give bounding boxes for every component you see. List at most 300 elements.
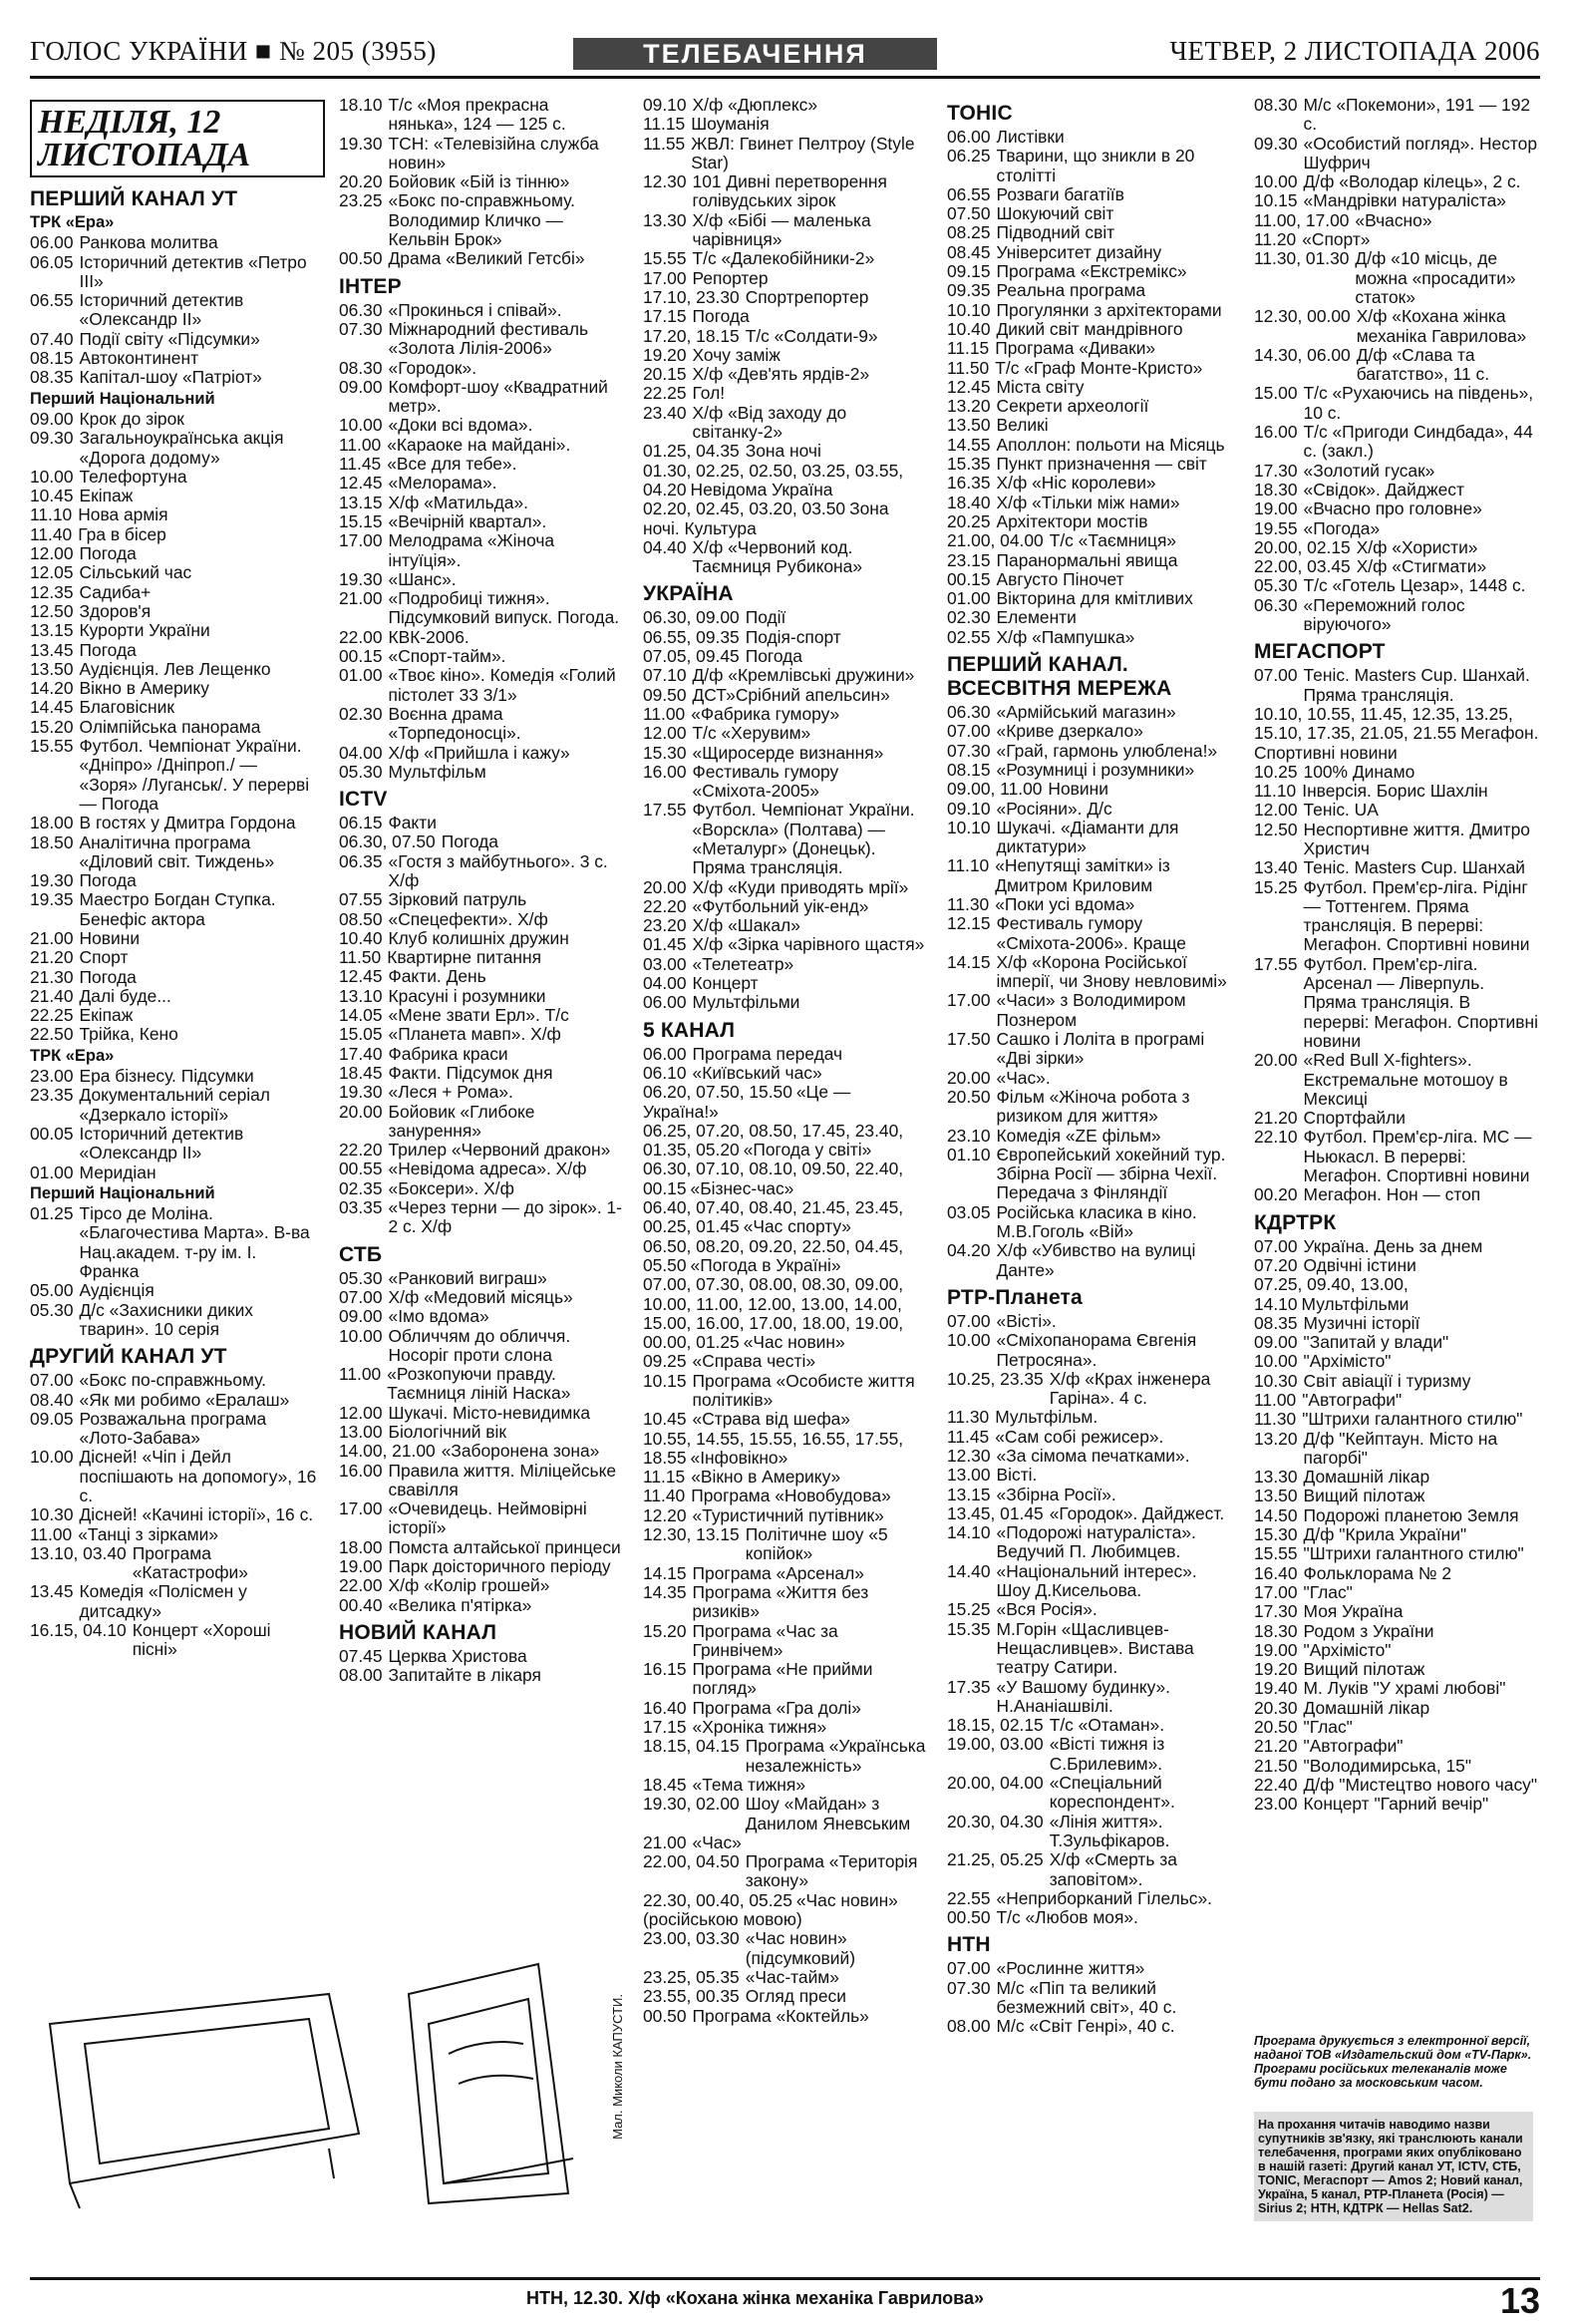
program-time: 00.50 [643,2005,687,2026]
program-entry [1254,1372,1540,1391]
program-entry [643,608,927,627]
program-title: Гра в бісер [78,523,166,544]
program-time: 07.00 [30,1370,74,1391]
program-time: 23.10 [947,1125,991,1146]
program-entry [643,115,927,134]
program-entry [643,1468,927,1487]
program-time: 00.20 [1254,1184,1298,1205]
program-title: «Через терни — до зірок». 1-2 с. Х/ф [388,1197,622,1237]
program-entry [1254,1583,1540,1602]
program-time: 01.25, 04.35 [643,441,740,462]
program-time: 18.10 [339,95,383,115]
program-time: 06.30, 07.10, 08.10, 09.50, 22.40, 00.15 [643,1159,904,1198]
program-title: «Щиросерде визнання» [692,742,884,763]
program-title: 100% Динамо [1303,761,1415,782]
program-time: 12.50 [30,600,74,621]
program-time: 19.30 [339,133,383,154]
program-title: «Городок». Дайджест. [1049,1502,1225,1523]
program-entry [1254,1699,1540,1718]
program-entry [30,621,319,640]
program-entry [643,1372,927,1411]
program-time: 23.25 [339,190,383,211]
program-title: «Час-тайм» [745,1966,839,1987]
program-time: 15.55 [643,248,687,269]
program-title: Історичний детектив «Петро III» [79,251,307,291]
program-time: 12.15 [947,913,991,934]
program-entry [947,1889,1231,1908]
program-entry [30,291,319,330]
program-time: 06.30 [1254,594,1298,615]
program-entry [643,1622,927,1661]
schedule-column-2 [339,96,623,1686]
program-title: Програма «Новобудова» [691,1486,891,1506]
program-time: 13.20 [947,396,991,417]
program-time: 20.00 [947,1067,991,1088]
program-title: «Сміхопанорама Євгенія Петросяна». [996,1330,1197,1370]
program-title: Аудієнція [79,1280,155,1301]
program-time: 17.00 [339,530,383,551]
program-time: 06.55, 09.35 [643,626,740,647]
program-entry [643,1506,927,1525]
program-time: 10.10, 10.55, 11.45, 12.35, 13.25, 15.10, 17.35, 21.05, 21.55 [1254,703,1513,744]
program-entry [1254,596,1540,635]
channel-heading: КДРТРК [1254,1210,1337,1234]
program-time: 23.35 [30,1085,74,1106]
program-title: «Як ми робимо «Ералаш» [79,1389,290,1410]
program-entry [947,128,1231,147]
program-title: «Київський час» [692,1062,822,1083]
program-entry [947,1241,1231,1280]
program-title: Ера бізнесу. Підсумки [79,1066,254,1087]
program-title: Х/ф «Матильда». [388,492,528,512]
program-title: Д/ф «Слава та багатство», 11 с. [1356,344,1490,385]
program-title: Шоуманія [691,114,770,135]
program-title: "Автографи" [1303,1736,1404,1757]
program-entry [643,384,927,403]
program-entry [339,531,623,570]
program-entry [643,288,927,307]
schedule-column-4 [947,96,1231,2037]
program-entry [1254,1487,1540,1505]
program-entry [947,512,1231,531]
program-title: Т/с «Любов моя». [996,1907,1138,1928]
program-title: Аудієнція. Лев Лещенко [79,658,271,679]
program-time: 07.00 [1254,665,1298,686]
program-time: 08.35 [30,367,74,388]
program-entry [1254,1333,1540,1352]
program-entry [339,436,623,455]
program-time: 15.00 [1254,383,1298,404]
program-title: «Шанс». [388,568,457,589]
program-time: 15.35 [947,1618,991,1639]
program-title: Х/ф «Від заходу до світанку-2» [692,402,847,443]
program-title: «Red Bull X-fighters». Екстремальне мотошоу в Мексиці [1303,1050,1508,1109]
program-entry [643,538,927,577]
program-title: Розважальна програма «Лото-Забава» [79,1408,267,1449]
program-entry [947,991,1231,1030]
program-entry [643,744,927,763]
program-title: Концерт «Хороші пісні» [132,1620,271,1660]
program-title: Україна. День за днем [1303,1235,1483,1256]
program-entry [947,301,1231,320]
program-title: Подорожі планетою Земля [1303,1504,1519,1525]
program-time: 13.45 [30,1581,74,1602]
program-title: Фабрика краси [388,1043,508,1064]
program-entry [947,1486,1231,1504]
program-time: 17.40 [339,1043,383,1064]
program-entry [339,1288,623,1307]
program-time: 17.10, 23.30 [643,286,740,307]
program-title: Д/ф «10 місць, де можна «просадити» статок» [1355,248,1516,307]
program-entry [1254,801,1540,820]
program-title: М/с «Піп та великий безмежний світ», 40 с. [996,1977,1177,2018]
program-time: 14.10 [947,1522,991,1543]
program-entry [339,763,623,782]
program-title: М. Луків "У храмі любові" [1303,1678,1506,1699]
program-time: 15.30 [1254,1524,1298,1545]
program-time: 06.25 [947,146,991,166]
program-time: 22.40 [1254,1774,1298,1795]
program-title: Програма «Територія закону» [745,1851,918,1891]
program-entry [1254,230,1540,249]
program-time: 18.30 [1254,479,1298,499]
program-title: Програма передач [692,1043,843,1064]
program-title: «Золотий гусак» [1303,460,1435,481]
program-title: КВК-2006. [388,626,470,647]
program-entry [947,722,1231,741]
program-title: «Вчасно» [1355,209,1432,230]
program-entry [339,832,623,851]
program-entry [1254,96,1540,135]
program-entry [947,856,1231,895]
program-title: Благовісник [79,697,174,718]
program-time: 23.25, 05.35 [643,1966,740,1987]
program-title: «Вісті тижня із С.Брилевим». [1049,1734,1165,1774]
program-time: 18.45 [643,1774,687,1795]
program-title: Аналітична програма «Діловий світ. Тиждень» [79,831,275,871]
program-entry [947,397,1231,416]
program-time: 07.00 [947,1958,991,1979]
program-title: Історичний детектив «Олександр II» [79,290,244,330]
program-time: 17.30 [1254,1601,1298,1622]
program-time: 10.25 [1254,761,1298,782]
program-title: «Лінія життя». Т.Зульфікаров. [1049,1811,1170,1850]
program-entry [30,1163,319,1182]
program-time: 15.05 [339,1024,383,1045]
program-entry [643,462,927,500]
program-entry [30,1301,319,1340]
program-title: Тварини, що зникли в 20 столітті [996,146,1195,185]
program-time: 09.05 [30,1408,74,1429]
program-entry [643,916,927,935]
program-time: 06.35 [339,850,383,871]
program-time: 20.00 [1254,1050,1298,1071]
tv-illustration [30,1934,628,2213]
program-title: «Сам собі режисер». [995,1426,1164,1447]
program-time: 16.00 [643,761,687,782]
program-title: Запитайте в лікаря [388,1665,541,1686]
program-title: Міста світу [996,376,1085,397]
program-entry [643,442,927,461]
channel-heading: ДРУГИЙ КАНАЛ УТ [30,1345,227,1369]
program-time: 10.55, 14.55, 15.55, 16.55, 17.55, 18.55 [643,1428,904,1468]
program-title: «Час» [692,1831,742,1852]
program-entry [643,1160,927,1198]
program-title: Події [745,607,786,628]
program-time: 10.00 [339,415,383,436]
program-title: «Вечірній квартал». [388,510,547,531]
program-entry [339,1025,623,1044]
program-title: «Вчасно про головне» [1303,498,1482,519]
program-entry [947,742,1231,761]
program-entry [339,1198,623,1237]
program-time: 06.05 [30,251,74,272]
program-time: 15.20 [30,716,74,737]
program-title: Пункт призначення — світ [996,454,1207,475]
program-time: 02.30 [947,607,991,628]
page-header [30,30,1540,79]
program-time: 20.00, 02.15 [1254,536,1351,557]
program-entry [1254,1795,1540,1814]
program-entry [30,1621,319,1660]
channel-heading: 5 КАНАЛ [643,1018,736,1042]
program-title: «Тема тижня» [692,1774,805,1795]
program-entry [30,583,319,602]
program-title: «Бокс по-справжньому. [79,1370,266,1391]
program-entry [30,1086,319,1125]
program-title: "Архімісто" [1303,1639,1392,1660]
program-entry [947,589,1231,608]
program-time: 00.50 [947,1907,991,1928]
program-entry [1254,1468,1540,1487]
program-entry [339,359,623,378]
program-title: Т/с «Солдати-9» [745,325,878,346]
program-entry [643,1487,927,1505]
satellite-note: На прохання читачів наводимо назви супутників зв'язку, які транслюють канали телебачення, програми яких опубліковано в нашій газеті: Другий канал УТ, ICTV, СТБ, TONIC, Мегаспорт — Amos 2; Новий канал, Україна, 5 канал, РТР-Планета (Росія) — Sirius 2; НТН, КДТРК — Hellas Sat2. [1254,2112,1533,2221]
program-entry [947,953,1231,992]
program-time: 14.20 [30,678,74,699]
program-title: Меридіан [79,1162,157,1182]
program-time: 09.00 [339,376,383,397]
program-entry [947,780,1231,799]
program-title: Д/ф "Кейптаун. Місто на пагорбі" [1303,1428,1498,1468]
program-entry [947,1774,1231,1813]
program-time: 07.30 [947,740,991,761]
program-title: «Спецефекти». Х/ф [388,908,548,929]
program-title: Спортфайли [1303,1108,1406,1129]
program-time: 08.35 [1254,1312,1298,1333]
program-title: М/с «Світ Генрі», 40 с. [996,2016,1175,2037]
program-title: Секрети археології [996,396,1149,417]
program-entry [30,429,319,468]
program-entry [1254,1564,1540,1583]
program-time: 22.55 [947,1887,991,1908]
program-time: 22.00, 03.45 [1254,556,1351,577]
program-time: 14.05 [339,1005,383,1026]
program-title: Програма «Час за Гринвічем» [692,1620,838,1660]
program-title: Х/ф «Червоний код. Таємниця Рубикона» [692,536,862,577]
program-time: 10.00 [30,466,74,487]
program-title: Російська класика в кіно. М.В.Гоголь «Вій» [996,1201,1197,1242]
program-time: 07.45 [339,1645,383,1666]
program-title: Дісней! «Качині історії», 16 с. [79,1504,314,1525]
program-time: 13.20 [1254,1428,1298,1449]
program-title: Д/ф «Володар кілець», 2 с. [1303,171,1521,192]
program-time: 19.20 [643,344,687,365]
program-title: Зона ночі [745,441,821,462]
program-title: Х/ф «Прийшла і кажу» [388,742,570,763]
program-entry [643,1122,927,1161]
program-time: 12.00 [1254,800,1298,821]
program-title: Біологічний вік [388,1422,506,1442]
program-entry [339,890,623,909]
program-time: 18.30 [1254,1620,1298,1641]
program-entry [947,1312,1231,1331]
program-entry [30,1025,319,1044]
program-time: 13.15 [947,1484,991,1504]
program-title: Вищий пілотаж [1303,1659,1425,1680]
program-entry [1254,1430,1540,1469]
program-entry [947,1908,1231,1927]
program-title: Драма «Великий Гетсбі» [388,248,585,269]
program-entry [1254,782,1540,801]
program-title: Обличчям до обличчя. Носоріг проти слона [388,1325,571,1365]
program-entry [1254,1660,1540,1679]
program-time: 06.55 [947,183,991,204]
program-title: «Імо вдома» [388,1306,489,1327]
program-entry [643,724,927,743]
program-entry [30,1067,319,1086]
program-time: 14.15 [947,951,991,972]
program-time: 17.35 [947,1676,991,1697]
program-title: Теніс. Masters Cup. Шанхай [1303,857,1526,878]
program-title: Концерт [692,973,759,994]
program-time: 11.20 [1254,229,1297,250]
program-title: Х/ф «Шакал» [692,915,800,936]
program-title: Шоу «Майдан» з Данилом Яневським [745,1794,911,1833]
program-time: 01.00 [339,665,383,686]
channel-heading: ICTV [339,788,388,812]
program-time: 09.00 [339,1306,383,1327]
program-entry [947,185,1231,204]
program-title: Спортрепортер [745,286,869,307]
program-entry [643,1699,927,1718]
program-time: 05.30 [1254,575,1298,596]
program-entry [643,249,927,268]
program-time: 14.30, 06.00 [1254,344,1351,365]
program-time: 11.00 [643,703,686,724]
program-entry [1254,1525,1540,1544]
program-title: Х/ф «Хористи» [1356,536,1478,557]
program-time: 08.45 [947,241,991,262]
program-title: Екіпаж [79,486,134,506]
program-time: 12.00 [339,1402,383,1423]
program-time: 12.00 [643,723,687,744]
program-title: Погода [79,543,137,564]
program-time: 13.30 [643,209,687,230]
program-time: 20.50 [1254,1717,1298,1738]
program-time: 20.30, 04.30 [947,1811,1044,1831]
program-time: 03.05 [947,1201,991,1222]
program-entry [947,1813,1231,1851]
program-entry [947,531,1231,550]
program-entry [643,1237,927,1276]
program-title: Погода [745,646,802,667]
program-time: 12.30, 00.00 [1254,306,1351,327]
program-time: 13.50 [1254,1486,1298,1506]
program-title: Новини [1048,779,1108,800]
program-title: Курорти України [79,620,210,641]
program-title: Сашко і Лоліта в програмі «Дві зірки» [996,1029,1205,1069]
program-entry [1254,1128,1540,1185]
section-title: ТЕЛЕБАЧЕННЯ [573,38,937,70]
program-title: Погода [79,966,137,987]
program-time: 17.20, 18.15 [643,325,740,346]
program-time: 19.30 [339,568,383,589]
program-title: Вікторина для кмітливих [996,588,1193,609]
program-title: Документальний серіал «Дзеркало історії» [79,1085,270,1125]
program-time: 08.00 [947,2016,991,2037]
program-title: Факти. День [388,966,486,987]
channel-heading: ПЕРШИЙ КАНАЛ. ВСЕСВІТНЯ МЕРЕЖА [947,653,1172,701]
program-time: 19.20 [1254,1659,1298,1680]
program-title: ЖВЛ: Гвинет Пелтроу (Style Star) [691,133,915,172]
program-title: Шукачі. «Діаманти для диктатури» [996,817,1179,857]
program-title: М.Горін «Щасливцев-Нещасливцев». Вистава театру Сатири. [996,1618,1194,1678]
program-title: «Спорт-тайм». [388,646,506,667]
program-title: Воєнна драма «Торпедоносці». [388,703,521,744]
program-time: 15.25 [1254,876,1298,897]
program-title: Вісті. [996,1465,1038,1486]
program-title: «Твоє кіно». Комедія «Голий пістолет 33 3/1» [388,665,616,705]
program-entry [643,1891,927,1930]
program-entry [30,718,319,737]
program-title: Родом з України [1303,1620,1434,1641]
program-time: 02.55 [947,626,991,647]
program-time: 16.15 [643,1659,687,1680]
program-entry [643,647,927,666]
program-time: 21.20 [1254,1736,1298,1757]
program-time: 17.55 [1254,953,1298,974]
program-entry [947,895,1231,914]
program-entry [947,1600,1231,1619]
program-title: Історичний детектив «Олександр II» [79,1123,244,1163]
program-entry [643,993,927,1012]
program-title: Фольклорама № 2 [1303,1562,1452,1583]
program-time: 07.10 [643,665,687,686]
program-entry [339,301,623,320]
program-title: "Автографи" [1302,1390,1403,1410]
program-time: 07.40 [30,328,74,349]
program-title: «Караоке на майдані». [387,434,571,455]
program-entry [1254,1237,1540,1256]
program-entry [30,833,319,872]
program-title: «Погода в Україні» [690,1254,841,1275]
program-entry [30,679,319,698]
program-entry [1254,346,1540,385]
program-title: Клуб колишніх дружин [388,927,569,948]
program-title: «Фабрика гумору» [691,703,840,724]
program-title: Т/с «Отаман». [1049,1715,1165,1736]
program-time: 08.30 [1254,95,1298,115]
program-time: 23.55, 00.35 [643,1986,740,2007]
program-entry [339,1596,623,1615]
program-entry [339,1064,623,1083]
program-entry [947,262,1231,281]
program-time: 00.55 [339,1159,383,1179]
program-title: «Мандрівки натураліста» [1303,190,1506,211]
program-title: «Рослинне життя» [996,1958,1145,1979]
